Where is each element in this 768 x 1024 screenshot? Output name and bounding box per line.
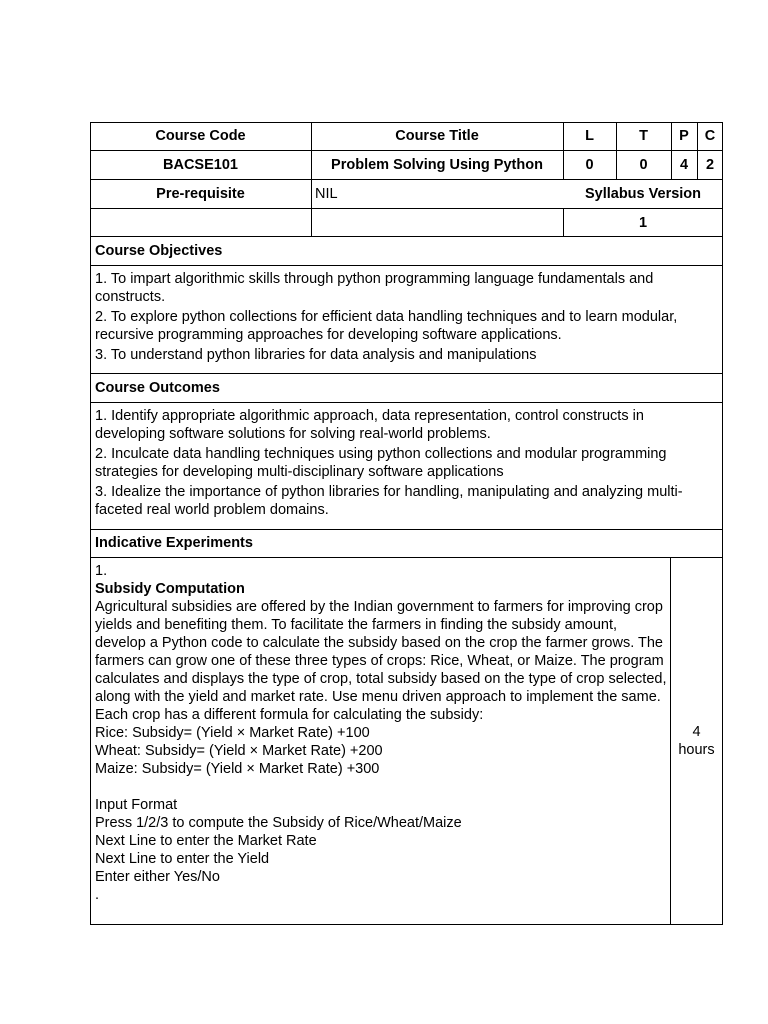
objectives-heading: Course Objectives: [95, 243, 223, 259]
course-code-value: BACSE101: [163, 157, 238, 173]
objective-item: 3. To understand python libraries for data analysis and manipulations: [95, 347, 537, 363]
outcome-item: 3. Idealize the importance of python libraries for handling, manipulating and analyzing multi-faceted real world problem domains.: [95, 484, 683, 518]
row-rule: [90, 150, 723, 151]
row-rule: [90, 529, 723, 530]
input-line: .: [95, 887, 100, 903]
row-rule: [90, 265, 723, 266]
l-value: 0: [585, 157, 594, 173]
row-rule: [90, 402, 723, 403]
c-label: C: [704, 128, 716, 144]
prereq-value: NIL: [315, 186, 338, 202]
experiment-number: 1.: [95, 563, 108, 579]
objective-item: 2. To explore python collections for efficient data handling techniques and to learn modular, recursive programming approaches for developing software applications.: [95, 309, 678, 343]
formula-line: Rice: Subsidy= (Yield × Market Rate) +100: [95, 725, 370, 741]
syllabus-version-value: 1: [638, 215, 648, 231]
outcome-item: 2. Inculcate data handling techniques using python collections and modular programming strategies for developing multi-disciplinary software applications: [95, 446, 667, 480]
c-value: 2: [705, 157, 715, 173]
row-rule: [90, 557, 723, 558]
row-rule: [90, 236, 723, 237]
outcomes-heading: Course Outcomes: [95, 380, 220, 396]
objectives-list: [95, 270, 717, 364]
experiment-title: Subsidy Computation: [95, 581, 245, 597]
input-line: Enter either Yes/No: [95, 869, 220, 885]
l-label: L: [585, 128, 594, 144]
formula-line: Wheat: Subsidy= (Yield × Market Rate) +200: [95, 743, 383, 759]
experiment-description: Agricultural subsidies are offered by the Indian government to farmers for improving crop yields and benefiting them. To facilitate the farmers in finding the subsidy amount, develop a Python code to calculate the subsidy based on the crop the farmer grows. The farmers can grow one of these three types of crops: Rice, Wheat, or Maize. The program calculates and displays the type of crop, total subsidy based on the type of crop selected, along with the yield and market rate. Use menu driven approach to implement the same. Each crop has a different formula for calculating the subsidy:: [95, 599, 667, 723]
experiments-heading: Indicative Experiments: [95, 535, 253, 551]
input-line: Next Line to enter the Yield: [95, 851, 270, 867]
row-rule: [90, 208, 723, 209]
course-title-value: Problem Solving Using Python: [331, 157, 543, 173]
input-format-heading: Input Format: [95, 797, 178, 813]
outcome-item: 1. Identify appropriate algorithmic approach, data representation, control constructs in developing software solutions for solving real-world problems.: [95, 408, 644, 442]
outcomes-list: [95, 407, 717, 519]
hours-value: 4: [692, 724, 701, 740]
formula-line: Maize: Subsidy= (Yield × Market Rate) +300: [95, 761, 380, 777]
course-code-label: Course Code: [155, 128, 246, 144]
course-title-label: Course Title: [395, 128, 479, 144]
objective-item: 1. To impart algorithmic skills through python programming language fundamentals and constructs.: [95, 271, 654, 305]
row-rule: [90, 373, 723, 374]
input-line: Next Line to enter the Market Rate: [95, 833, 317, 849]
hours-unit: hours: [678, 742, 715, 758]
p-label: P: [679, 128, 689, 144]
blank-line: [95, 778, 667, 796]
row-rule: [90, 179, 723, 180]
syllabus-version-label: Syllabus Version: [584, 186, 702, 202]
t-value: 0: [639, 157, 648, 173]
p-value: 4: [679, 157, 689, 173]
t-label: T: [639, 128, 648, 144]
experiment-content: [95, 562, 667, 904]
prereq-label: Pre-requisite: [156, 186, 245, 202]
input-line: Press 1/2/3 to compute the Subsidy of Rice/Wheat/Maize: [95, 815, 462, 831]
